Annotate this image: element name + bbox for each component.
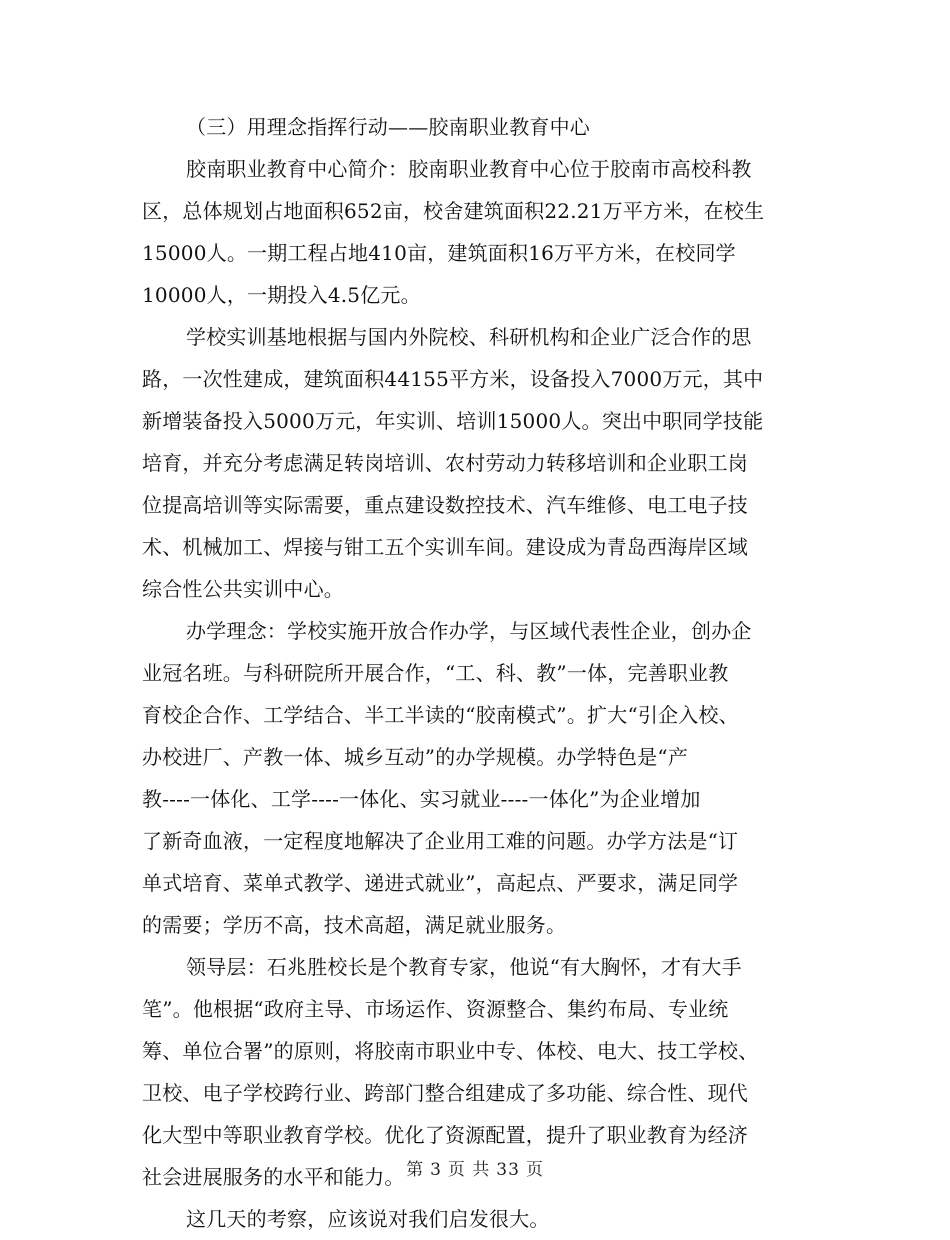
- text-line: 位提高培训等实际需要，重点建设数控技术、汽车维修、电工电子技: [142, 493, 748, 517]
- paragraph-philosophy: [142, 610, 814, 946]
- text-line: 单式培育、菜单式教学、递进式就业”，高起点、严要求，满足同学: [142, 871, 739, 895]
- text-line: 综合性公共实训中心。: [142, 577, 344, 601]
- text-line: 教----一体化、工学----一体化、实习就业----一体化”为企业增加: [142, 787, 701, 811]
- section-heading-text: （三）用理念指挥行动——胶南职业教育中心: [186, 115, 590, 139]
- text-line: 育校企合作、工学结合、半工半读的“胶南模式”。扩大“引企入校、: [142, 703, 739, 727]
- text-line: 社会进展服务的水平和能力。: [142, 1165, 405, 1189]
- paragraph-training-base: [142, 316, 814, 610]
- text-line: 化大型中等职业教育学校。优化了资源配置，提升了职业教育为经济: [142, 1123, 748, 1147]
- text-line: 业冠名班。与科研院所开展合作，“工、科、教”一体，完善职业教: [142, 661, 729, 685]
- text-line: 笔”。他根据“政府主导、市场运作、资源整合、集约布局、专业统: [142, 997, 729, 1021]
- paragraph-conclusion: [142, 1198, 814, 1240]
- current-page-number: 3: [430, 1160, 442, 1180]
- text-line: 办学理念：学校实施开放合作办学，与区域代表性企业，创办企: [186, 619, 752, 643]
- page-footer: [0, 1155, 950, 1180]
- text-line: 路，一次性建成，建筑面积44155平方米，设备投入7000万元，其中: [142, 367, 764, 391]
- text-line: 学校实训基地根据与国内外院校、科研机构和企业广泛合作的思: [186, 325, 752, 349]
- text-line: 了新奇血液，一定程度地解决了企业用工难的问题。办学方法是“订: [142, 829, 739, 853]
- text-line: 筹、单位合署”的原则，将胶南市职业中专、体校、电大、技工学校、: [142, 1039, 759, 1063]
- text-line: 胶南职业教育中心简介：胶南职业教育中心位于胶南市高校科教: [186, 157, 752, 181]
- section-heading: [142, 106, 814, 148]
- total-pages-number: 33: [496, 1160, 520, 1180]
- text-line: 15000人。一期工程占地410亩，建筑面积16万平方米，在校同学: [142, 241, 736, 265]
- text-line: 术、机械加工、焊接与钳工五个实训车间。建设成为青岛西海岸区域: [142, 535, 748, 559]
- paragraph-intro: [142, 148, 814, 316]
- text-line: 培育，并充分考虑满足转岗培训、农村劳动力转移培训和企业职工岗: [142, 451, 748, 475]
- text-line: 卫校、电子学校跨行业、跨部门整合组建成了多功能、综合性、现代: [142, 1081, 748, 1105]
- text-line: 10000人，一期投入4.5亿元。: [142, 283, 421, 307]
- text-line: 这几天的考察，应该说对我们启发很大。: [186, 1207, 550, 1231]
- footer-prefix: 第: [406, 1160, 425, 1180]
- footer-middle: 页 共: [447, 1160, 491, 1180]
- text-line: 的需要；学历不高，技术高超，满足就业服务。: [142, 913, 567, 937]
- text-line: 领导层：石兆胜校长是个教育专家，他说“有大胸怀，才有大手: [186, 955, 742, 979]
- text-line: 新增装备投入5000万元，年实训、培训15000人。突出中职同学技能: [142, 409, 764, 433]
- text-line: 区，总体规划占地面积652亩，校舍建筑面积22.21万平方米，在校生: [142, 199, 765, 223]
- footer-suffix: 页: [525, 1160, 544, 1180]
- text-line: 办校进厂、产教一体、城乡互动”的办学规模。办学特色是“产: [142, 745, 689, 769]
- document-body: [142, 106, 814, 1240]
